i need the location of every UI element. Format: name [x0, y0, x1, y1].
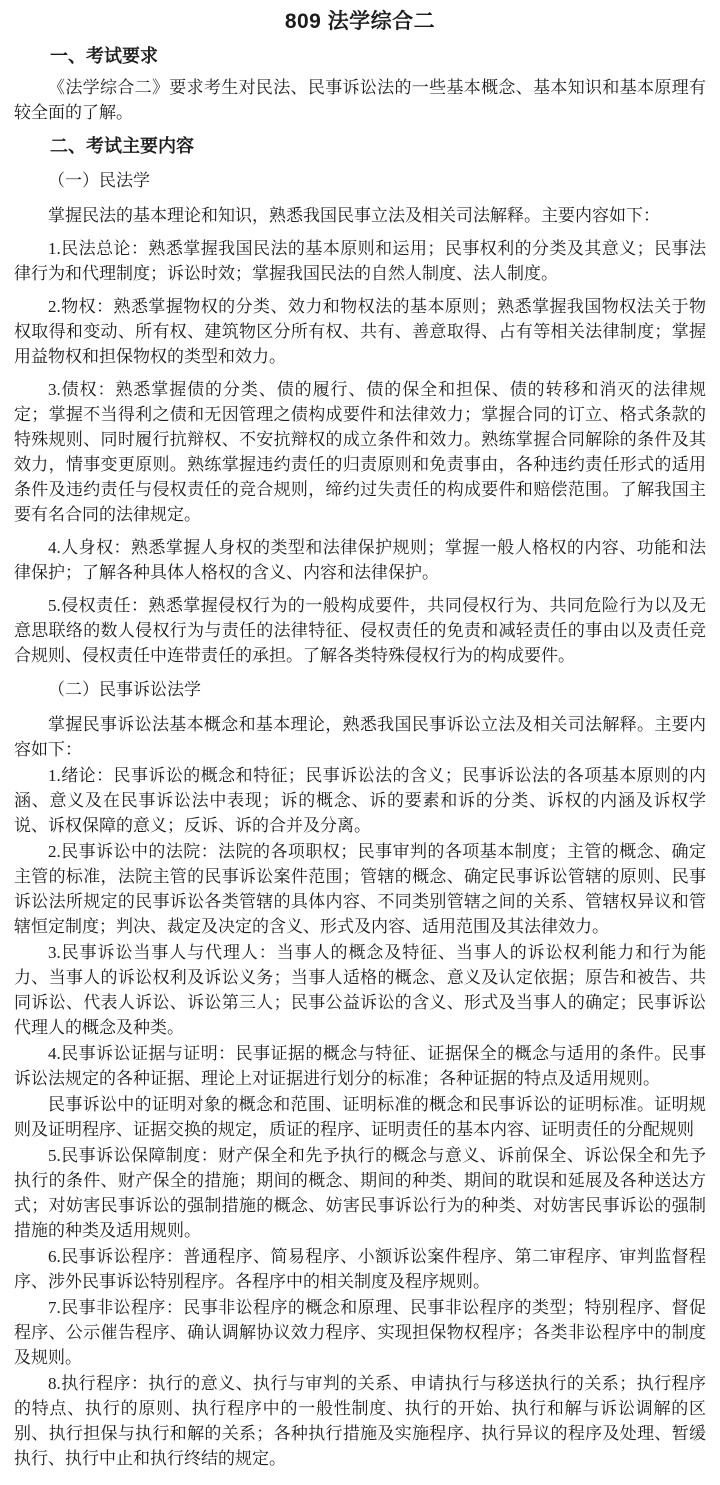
paragraph-enforcement-procedures: 8.执行程序：执行的意义、执行与审判的关系、申请执行与移送执行的关系；执行程序的特点、执行的原则、执行程序中的一般性制度、执行的开始、执行和解与诉讼调解的区别、执行担保与执行和解的关系；各种执行措施及实施程序、执行异议的程序及处理、暂缓执行、执行中止和执行终结的规定。	[14, 1374, 706, 1468]
section-exam-content	[14, 133, 706, 1471]
paragraph-personal-rights: 4.人身权：熟悉掌握人身权的类型和法律保护规则；掌握一般人格权的内容、功能和法律保护；了解各种具体人格权的含义、内容和法律保护。	[14, 538, 706, 582]
paragraph-safeguard-system: 5.民事诉讼保障制度：财产保全和先予执行的概念与意义、诉前保全、诉讼保全和先予执行的条件、财产保全的措施；期间的概念、期间的种类、期间的耽误和延展及各种送达方式；对妨害民事诉讼的强制措施的概念、妨害民事诉讼行为的种类、对妨害民事诉讼的强制措施的种类及适用规则。	[14, 1146, 706, 1240]
paragraph-civil-law-intro: 掌握民法的基本理论和知识，熟悉我国民事立法及相关司法解释。主要内容如下：	[48, 206, 660, 225]
page-title: 809 法学综合二	[284, 10, 436, 33]
heading-exam-content: 二、考试主要内容	[50, 136, 194, 156]
paragraph-property-rights: 2.物权：熟悉掌握物权的分类、效力和物权法的基本原则；熟悉掌握我国物权法关于物权取得和变动、所有权、建筑物区分所有权、共有、善意取得、占有等相关法律制度；掌握用益物权和担保物权的类型和效力。	[14, 297, 706, 366]
paragraph-proof-standards: 民事诉讼中的证明对象的概念和范围、证明标准的概念和民事诉讼的证明标准。证明规则及证明程序、证据交换的规定，质证的程序、证明责任的基本内容、证明责任的分配规则	[14, 1095, 706, 1139]
subsection-civil-law	[14, 168, 706, 668]
paragraph-courts: 2.民事诉讼中的法院：法院的各项职权；民事审判的各项基本制度；主管的概念、确定主管的标准，法院主管的民事诉讼案件范围；管辖的概念、确定民事诉讼管辖的原则、民事诉讼法所规定的民事诉讼各类管辖的具体内容、不同类别管辖之间的关系、管辖权异议和管辖恒定制度；判决、裁定及决定的含义、形式及内容、适用范围及其法律效力。	[14, 842, 706, 936]
paragraph-tort-liability: 5.侵权责任：熟悉掌握侵权行为的一般构成要件，共同侵权行为、共同危险行为以及无意思联络的数人侵权行为与责任的法律特征、侵权责任的免责和减轻责任的事由以及责任竞合规则、侵权责任中连带责任的承担。了解各类特殊侵权行为的构成要件。	[14, 596, 706, 665]
paragraph-litigation-procedures: 6.民事诉讼程序：普通程序、简易程序、小额诉讼案件程序、第二审程序、审判监督程序、涉外民事诉讼特别程序。各程序中的相关制度及程序规则。	[14, 1247, 706, 1291]
subsection-civil-procedure-law	[14, 677, 706, 1471]
paragraph-exam-requirements: 《法学综合二》要求考生对民法、民事诉讼法的一些基本概念、基本知识和基本原理有较全面的了解。	[14, 78, 706, 122]
paragraph-evidence-proof: 4.民事诉讼证据与证明：民事证据的概念与特征、证据保全的概念与适用的条件。民事诉讼法规定的各种证据、理论上对证据进行划分的标准；各种证据的特点及适用规则。	[14, 1044, 706, 1088]
heading-civil-law: （一）民法学	[48, 171, 150, 190]
paragraph-parties-agents: 3.民事诉讼当事人与代理人：当事人的概念及特征、当事人的诉讼权利能力和行为能力、当事人的诉讼权利及诉讼义务；当事人适格的概念、意义及认定依据；原告和被告、共同诉讼、代表人诉讼、诉讼第三人；民事公益诉讼的含义、形式及当事人的确定；民事诉讼代理人的概念及种类。	[14, 943, 706, 1037]
heading-civil-procedure-law: （二）民事诉讼法学	[48, 680, 201, 699]
paragraph-creditor-rights: 3.债权：熟悉掌握债的分类、债的履行、债的保全和担保、债的转移和消灭的法律规定；掌握不当得利之债和无因管理之债构成要件和法律效力；掌握合同的订立、格式条款的特殊规则、同时履行抗辩权、不安抗辩权的成立条件和效力。熟练掌握合同解除的条件及其效力，情事变更原则。熟练掌握违约责任的归责原则和免责事由，各种违约责任形式的适用条件及违约责任与侵权责任的竞合规则，缔约过失责任的构成要件和赔偿范围。了解我国主要有名合同的法律规定。	[14, 380, 706, 524]
paragraph-non-litigation-procedures: 7.民事非讼程序：民事非讼程序的概念和原理、民事非讼程序的类型；特别程序、督促程序、公示催告程序、确认调解协议效力程序、实现担保物权程序；各类非讼程序中的制度及规则。	[14, 1298, 706, 1367]
paragraph-civil-law-general: 1.民法总论：熟悉掌握我国民法的基本原则和运用；民事权利的分类及其意义；民事法律行为和代理制度；诉讼时效；掌握我国民法的自然人制度、法人制度。	[14, 239, 706, 283]
heading-exam-requirements: 一、考试要求	[50, 46, 158, 66]
paragraph-introduction: 1.绪论：民事诉讼的概念和特征；民事诉讼法的含义；民事诉讼法的各项基本原则的内涵、意义及在民事诉讼法中表现；诉的概念、诉的要素和诉的分类、诉权的内涵及诉权学说、诉权保障的意义；反诉、诉的合并及分离。	[14, 766, 706, 835]
section-exam-requirements	[14, 43, 706, 125]
paragraph-procedure-intro: 掌握民事诉讼法基本概念和基本理论，熟悉我国民事诉讼立法及相关司法解释。主要内容如下：	[14, 715, 706, 759]
